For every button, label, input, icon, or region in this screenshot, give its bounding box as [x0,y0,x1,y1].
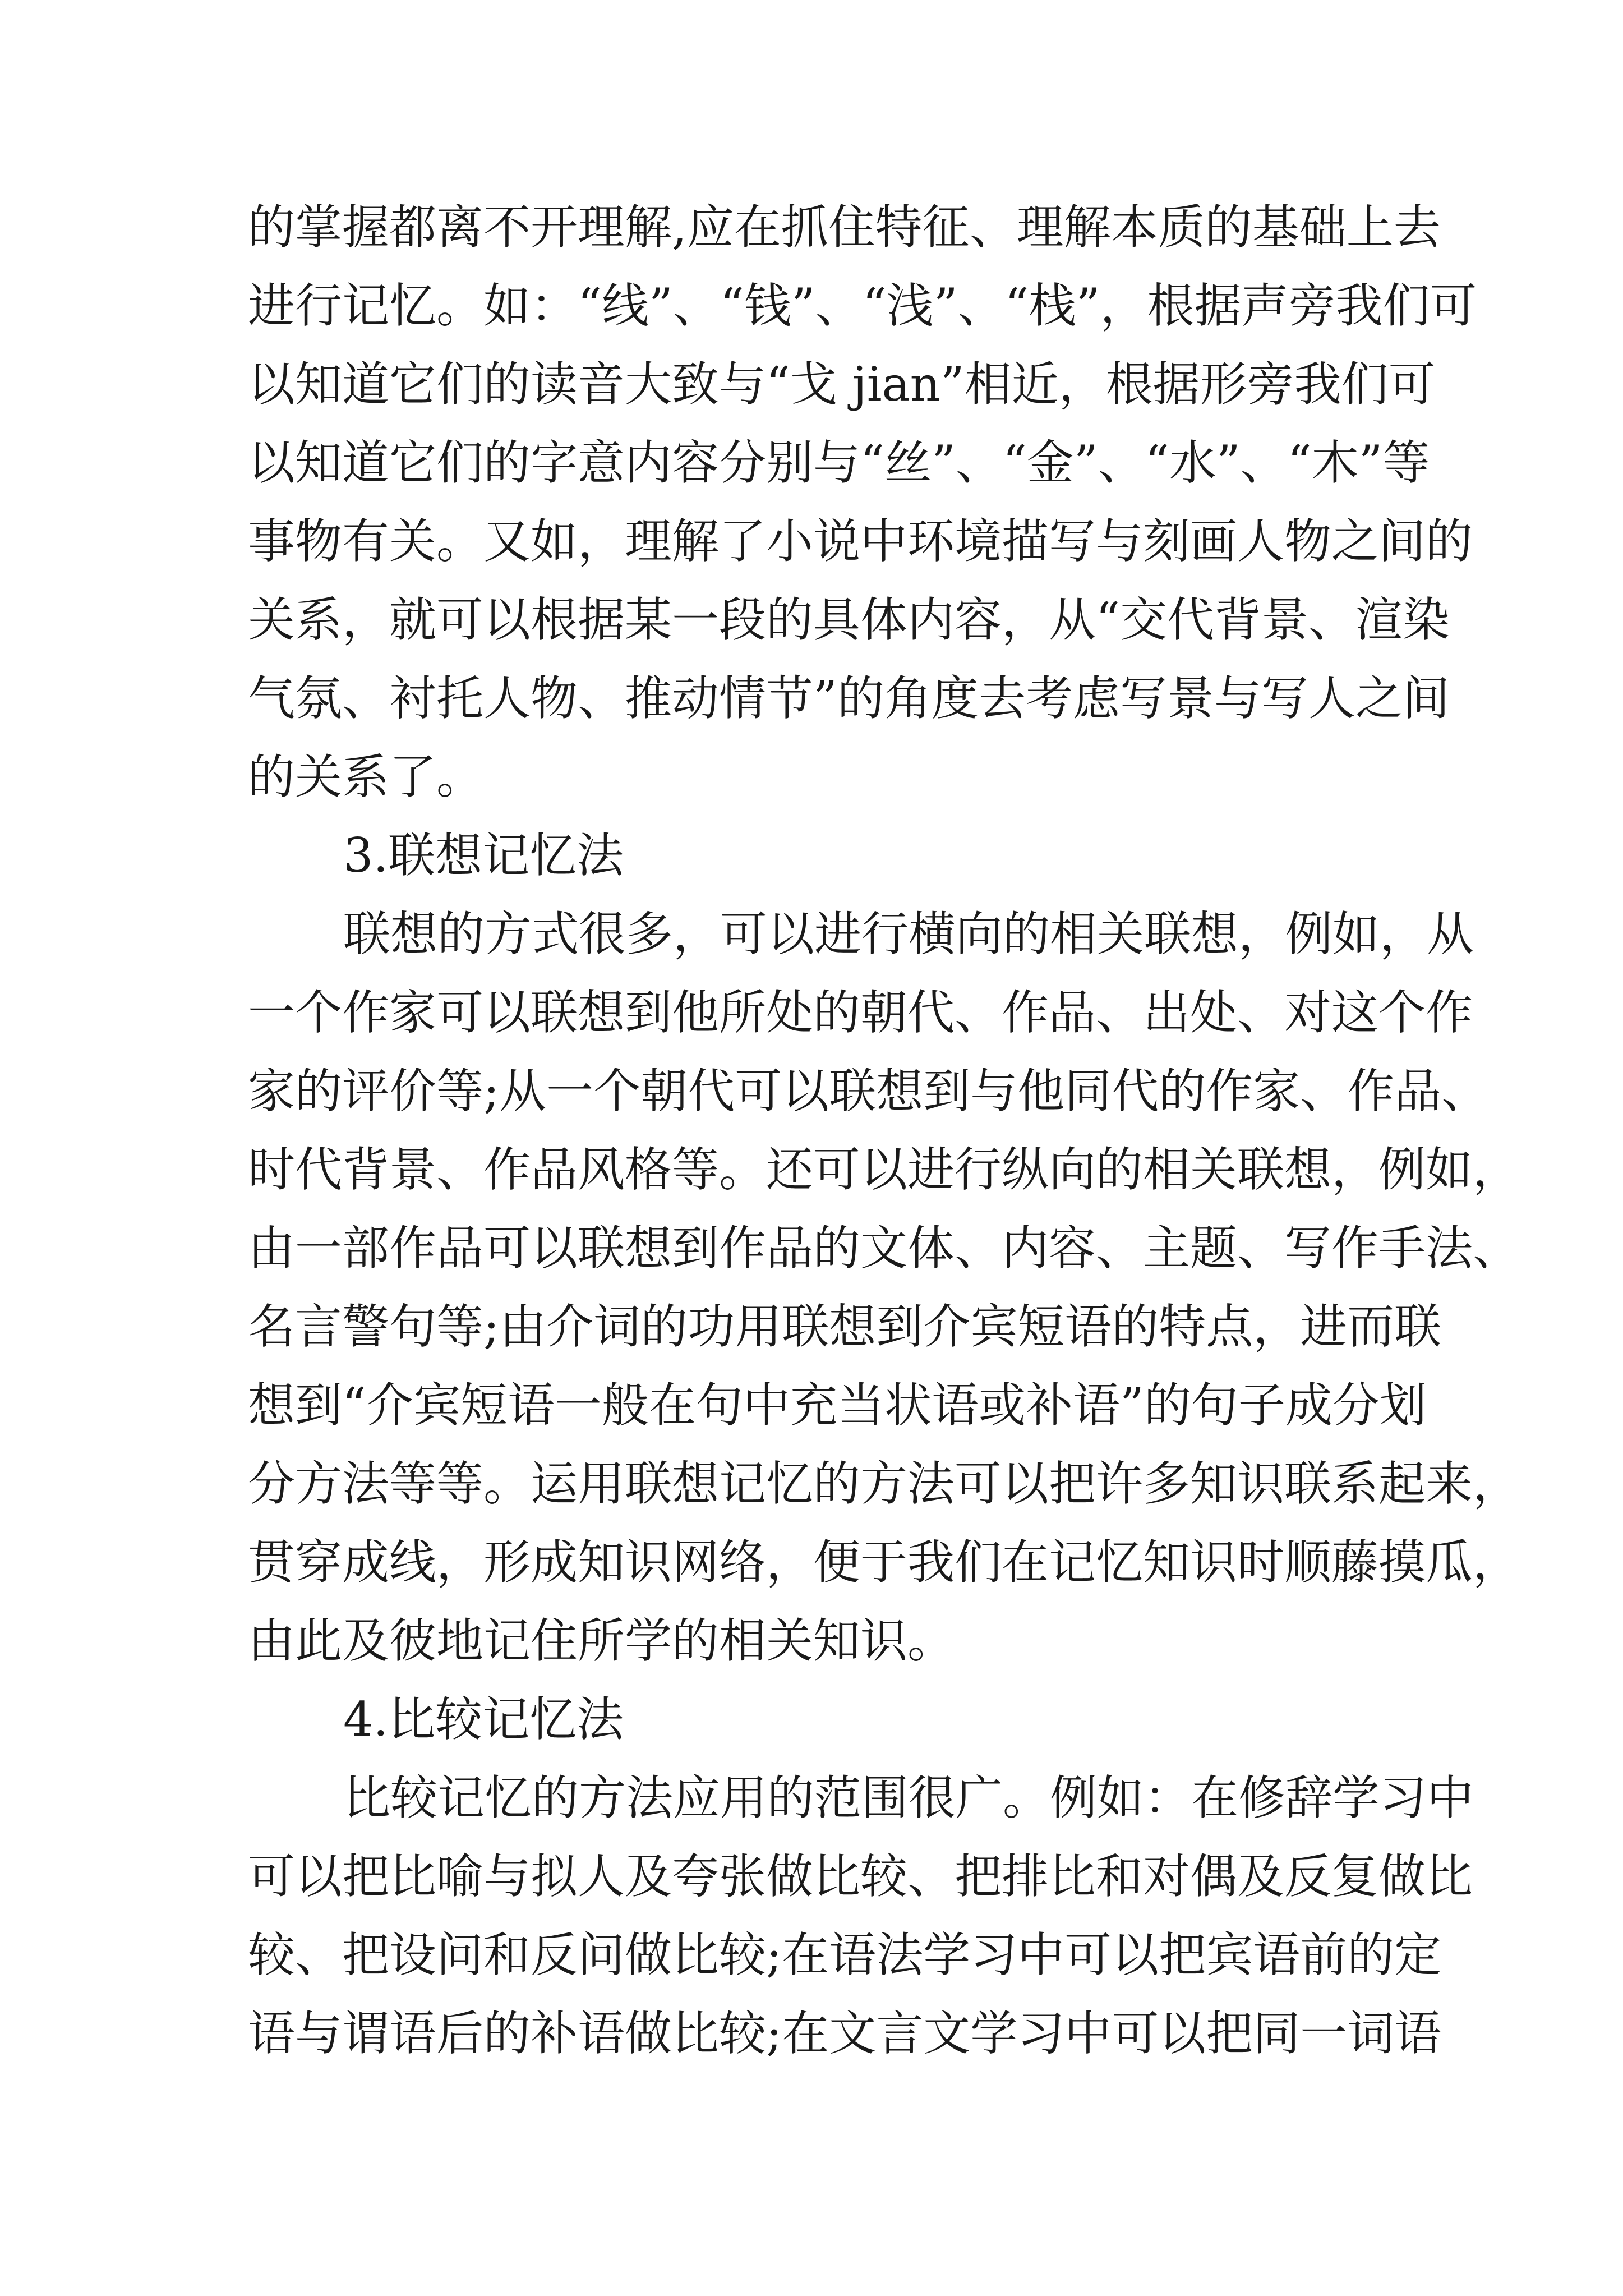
text-line: 关系，就可以根据某一段的具体内容，从“交代背景、渲染 [248,592,1450,647]
text-line: 可以把比喻与拟人及夸张做比较、把排比和对偶及反复做比 [248,1849,1473,1904]
text-line: 时代背景、作品风格等。还可以进行纵向的相关联想，例如， [248,1142,1520,1197]
text-line: 事物有关。又如，理解了小说中环境描写与刻画人物之间的 [248,514,1473,569]
text-line: 家的评价等;从一个朝代可以联想到与他同代的作家、作品、 [248,1064,1489,1119]
text-line: 语与谓语后的补语做比较;在文言文学习中可以把同一词语 [248,2006,1442,2061]
text-line: 进行记忆。如：“线”、“钱”、“浅”、“栈”，根据声旁我们可 [248,278,1477,333]
text-line: 较、把设问和反问做比较;在语法学习中可以把宾语前的定 [248,1927,1442,1982]
section-heading: 4.比较记忆法 [343,1692,624,1747]
text-line: 的掌握都离不开理解,应在抓住特征、理解本质的基础上去 [248,200,1441,255]
paragraph-first-line: 联想的方式很多，可以进行横向的相关联想，例如，从 [343,907,1474,961]
text-line: 由此及彼地记住所学的相关知识。 [248,1613,955,1668]
text-line: 分方法等等。运用联想记忆的方法可以把许多知识联系起来， [248,1456,1520,1511]
text-line: 以知道它们的读音大致与“戈 jian”相近，根据形旁我们可 [248,357,1436,412]
text-line: 的关系了。 [248,749,484,804]
text-line: 想到“介宾短语一般在句中充当状语或补语”的句子成分划 [248,1378,1427,1433]
text-line: 贯穿成线，形成知识网络，便于我们在记忆知识时顺藤摸瓜， [248,1535,1520,1590]
section-heading: 3.联想记忆法 [343,828,624,883]
text-line: 气氛、衬托人物、推动情节”的角度去考虑写景与写人之间 [248,671,1450,726]
text-line: 一个作家可以联想到他所处的朝代、作品、出处、对这个作 [248,985,1473,1040]
text-line: 名言警句等;由介词的功用联想到介宾短语的特点，进而联 [248,1299,1442,1354]
text-line: 以知道它们的字意内容分别与“丝”、“金”、“水”、“木”等 [248,435,1430,490]
text-line: 由一部作品可以联想到作品的文体、内容、主题、写作手法、 [248,1221,1520,1276]
paragraph-first-line: 比较记忆的方法应用的范围很广。例如：在修辞学习中 [343,1770,1474,1825]
